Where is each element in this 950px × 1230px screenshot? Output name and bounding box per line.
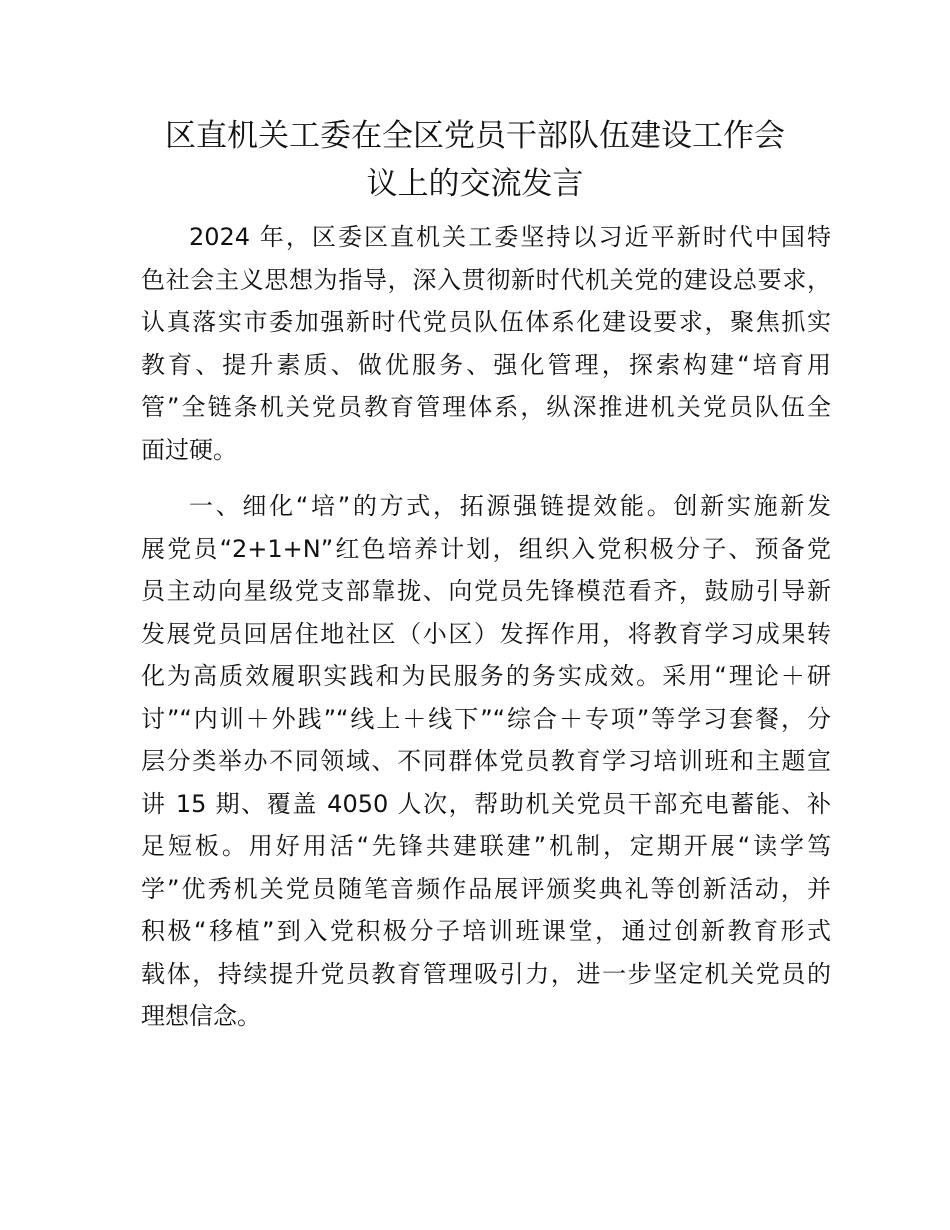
paragraph-line: 发展党员回居住地社区（小区）发挥作用，将教育学习成果转 — [141, 619, 831, 648]
paragraph-line: 讨”“内训＋外践”“线上＋线下”“综合＋专项”等学习套餐，分 — [141, 704, 831, 733]
paragraph-2 — [141, 485, 831, 1038]
paragraph-line: 管”全链条机关党员教育管理体系，纵深推进机关党员队伍全 — [141, 393, 831, 421]
paragraph-line: 讲 15 期、覆盖 4050 人次，帮助机关党员干部充电蓄能、补 — [141, 789, 831, 818]
paragraph-line: 2024 年，区委区直机关工委坚持以习近平新时代中国特 — [189, 223, 831, 251]
paragraph-line: 学”优秀机关党员随笔音频作品展评颁奖典礼等创新活动，并 — [141, 874, 831, 903]
paragraph-1 — [141, 216, 831, 471]
paragraph-line: 认真落实市委加强新时代党员队伍体系化建设要求，聚焦抓实 — [141, 308, 831, 336]
paragraph-line: 理想信念。 — [141, 1002, 261, 1030]
paragraph-line: 色社会主义思想为指导，深入贯彻新时代机关党的建设总要求， — [141, 265, 831, 294]
title-line-1: 区直机关工委在全区党员干部队伍建设工作会 — [165, 118, 785, 154]
paragraph-line: 足短板。用好用活“先锋共建联建”机制，定期开展“读学笃 — [141, 832, 831, 860]
title-line-2: 议上的交流发言 — [366, 166, 584, 202]
document-title — [140, 112, 810, 208]
paragraph-line: 化为高质效履职实践和为民服务的务实成效。采用“理论＋研 — [141, 662, 831, 690]
paragraph-line: 层分类举办不同领域、不同群体党员教育学习培训班和主题宣 — [141, 747, 831, 775]
paragraph-line: 展党员“2+1+N”红色培养计划，组织入党积极分子、预备党 — [141, 534, 831, 563]
paragraph-line: 积极“移植”到入党积极分子培训班课堂，通过创新教育形式 — [141, 917, 831, 945]
paragraph-line: 一、细化“培”的方式，拓源强链提效能。创新实施新发 — [189, 492, 831, 520]
paragraph-line: 员主动向星级党支部靠拢、向党员先锋模范看齐，鼓励引导新 — [141, 577, 831, 605]
document-body — [141, 216, 831, 1038]
paragraph-line: 载体，持续提升党员教育管理吸引力，进一步坚定机关党员的 — [141, 959, 831, 988]
paragraph-line: 面过硬。 — [141, 435, 237, 464]
paragraph-line: 教育、提升素质、做优服务、强化管理，探索构建“培育用 — [141, 350, 831, 379]
